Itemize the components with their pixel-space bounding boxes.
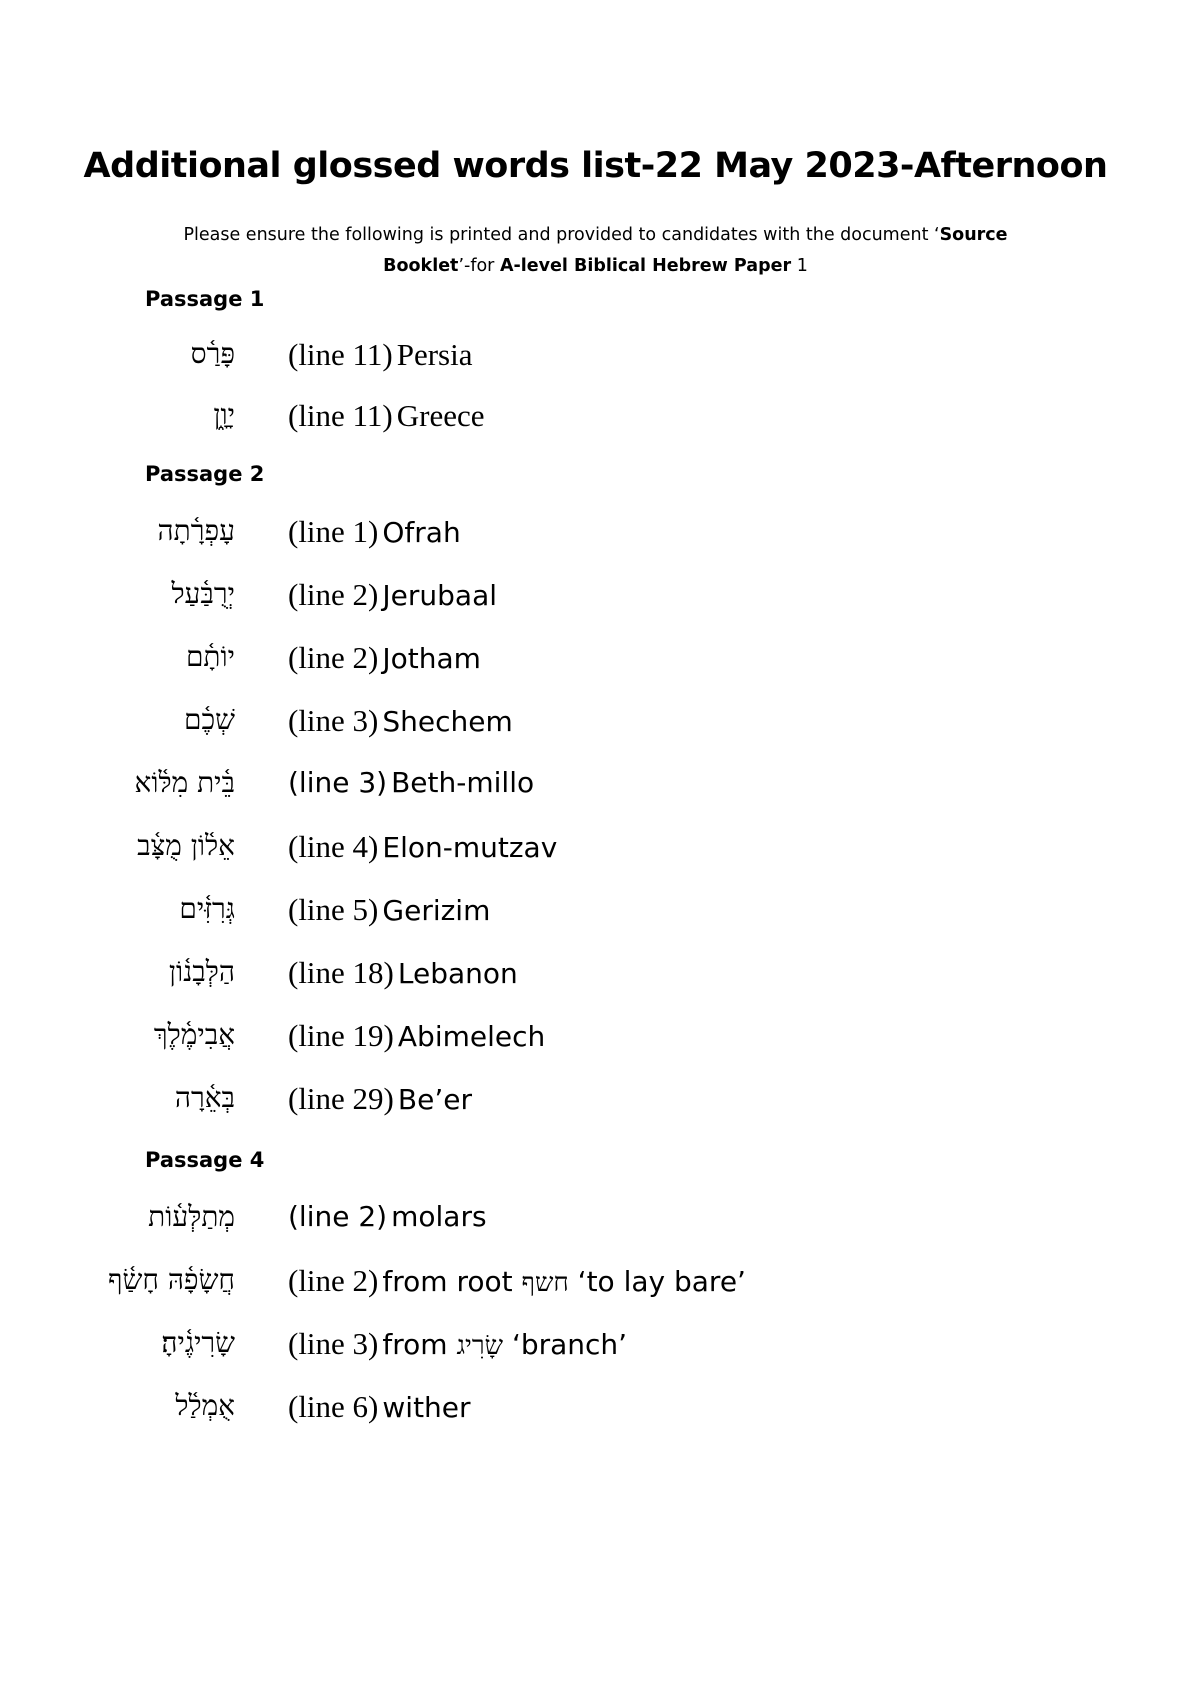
gloss-entry: [0, 1389, 1191, 1435]
hebrew-word: שְׁכֶ֫ם: [184, 703, 235, 736]
line-ref: (line 1): [288, 514, 379, 549]
gloss-entry: [0, 577, 1191, 623]
gloss-entry: [0, 1200, 1191, 1246]
gloss-text: [288, 955, 518, 991]
gloss-entry: [0, 1326, 1191, 1372]
gloss-entry: [0, 1018, 1191, 1064]
intro-text-1: Please ensure the following is printed and provided to candidates with the document ‘: [183, 225, 940, 245]
gloss-text: [288, 1018, 545, 1054]
gloss-text: [288, 398, 484, 434]
hebrew-word: עָפְרָ֫תָה: [157, 514, 235, 547]
gloss-entry: [0, 640, 1191, 686]
gloss-text: [288, 829, 557, 865]
line-ref: (line 3): [288, 766, 388, 799]
gloss-text: [288, 337, 473, 373]
gloss-meaning: Ofrah: [382, 516, 461, 549]
hebrew-word: אֲבִימֶ֫לֶךְ: [153, 1018, 235, 1051]
intro-note: [150, 220, 1041, 282]
gloss-meaning: Lebanon: [397, 957, 518, 990]
line-ref: (line 19): [288, 1018, 394, 1053]
hebrew-word: חֲשָׂפָ֫הּ חָשַׂ֫ף: [108, 1263, 235, 1296]
line-ref: (line 2): [288, 1200, 388, 1233]
gloss-text: [288, 640, 481, 676]
line-ref: (line 2): [288, 577, 379, 612]
hebrew-word: בְּאֵ֫רָה: [174, 1081, 235, 1114]
gloss-meaning: Shechem: [382, 705, 513, 738]
line-ref: (line 18): [288, 955, 394, 990]
hebrew-word: אֵל֫וֹן מֻצָּ֫ב: [137, 829, 235, 862]
passage-heading: Passage 4: [145, 1148, 265, 1172]
gloss-hebrew-root: חשף: [521, 1268, 569, 1298]
gloss-text: [288, 1389, 471, 1425]
hebrew-word: יְרֻבַּ֫עַל: [171, 577, 235, 610]
gloss-text: [288, 514, 461, 550]
gloss-text: [288, 1263, 746, 1299]
hebrew-word: הַלְּבָנ֫וֹן: [168, 955, 235, 988]
line-ref: (line 6): [288, 1389, 379, 1424]
hebrew-word: יוֹתָ֫ם: [185, 640, 235, 673]
hebrew-word: אֻמְלַ֫ל: [175, 1389, 235, 1422]
gloss-text: [288, 1081, 472, 1117]
gloss-suffix: ‘branch’: [503, 1328, 628, 1361]
gloss-meaning: Gerizim: [382, 894, 491, 927]
gloss-meaning: wither: [382, 1391, 471, 1424]
gloss-meaning: Jerubaal: [382, 579, 498, 612]
gloss-text: [288, 1326, 627, 1362]
intro-text-2: ’-for: [458, 256, 500, 276]
intro-text-3: 1: [791, 256, 808, 276]
gloss-meaning: Persia: [396, 337, 473, 372]
gloss-prefix: from root: [382, 1265, 522, 1298]
gloss-meaning: Greece: [396, 398, 485, 433]
passage-heading: Passage 2: [145, 462, 265, 486]
passage-heading: Passage 1: [145, 287, 265, 311]
gloss-meaning: Elon-mutzav: [382, 831, 558, 864]
hebrew-word: בֵּ֫ית מִלּ֫וֹא: [134, 766, 235, 799]
intro-bold-paper: A-level Biblical Hebrew Paper: [499, 256, 792, 276]
gloss-entry: [0, 1263, 1191, 1309]
line-ref: (line 11): [288, 398, 393, 433]
line-ref: (line 2): [288, 640, 379, 675]
page-title: Additional glossed words list-22 May 2023-Afternoon: [83, 146, 1108, 186]
gloss-text: [288, 892, 490, 928]
gloss-meaning: Be’er: [397, 1083, 472, 1116]
gloss-entry: [0, 337, 1191, 383]
line-ref: (line 11): [288, 337, 393, 372]
hebrew-word: גְּרִזִּ֫ים: [179, 892, 235, 925]
gloss-entry: [0, 1081, 1191, 1127]
line-ref: (line 5): [288, 892, 379, 927]
gloss-entry: [0, 829, 1191, 875]
line-ref: (line 3): [288, 703, 379, 738]
gloss-text: [288, 766, 534, 799]
line-ref: (line 3): [288, 1326, 379, 1361]
line-ref: (line 4): [288, 829, 379, 864]
hebrew-word: מְתַלְּע֫וֹת: [148, 1200, 235, 1233]
gloss-entry: [0, 892, 1191, 938]
gloss-meaning: Abimelech: [397, 1020, 546, 1053]
gloss-entry: [0, 514, 1191, 560]
gloss-entry: [0, 398, 1191, 444]
gloss-entry: [0, 766, 1191, 812]
gloss-text: [288, 1200, 487, 1233]
gloss-text: [288, 703, 513, 739]
hebrew-word: פָּרַ֫ס: [190, 337, 235, 370]
gloss-meaning: Beth-millo: [391, 766, 535, 799]
line-ref: (line 2): [288, 1263, 379, 1298]
line-ref: (line 29): [288, 1081, 394, 1116]
gloss-entry: [0, 955, 1191, 1001]
gloss-meaning: Jotham: [382, 642, 481, 675]
gloss-prefix: from: [382, 1328, 457, 1361]
gloss-meaning: molars: [391, 1200, 487, 1233]
intro-bold-source-booklet: Source Booklet: [383, 225, 1008, 276]
gloss-suffix: ‘to lay bare’: [568, 1265, 746, 1298]
hebrew-word: יָוָ֑ן: [213, 398, 235, 431]
gloss-entry: [0, 703, 1191, 749]
gloss-text: [288, 577, 497, 613]
gloss-hebrew-root: שָׂרִיג: [456, 1331, 504, 1361]
hebrew-word: שָׂרִיגֶ֫יהָ׃: [161, 1326, 235, 1359]
